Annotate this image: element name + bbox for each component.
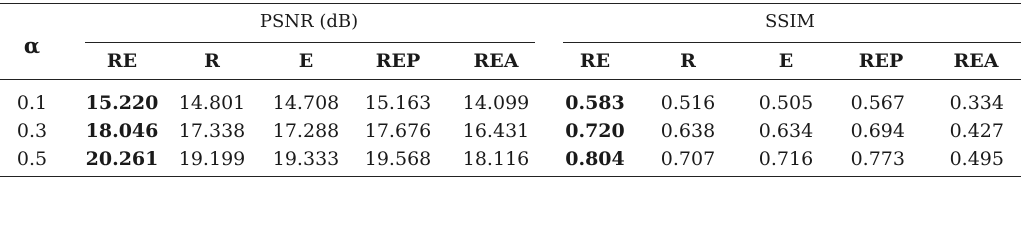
ssim-rea-value: 0.334	[949, 92, 1004, 114]
psnr-rep-value: 19.568	[364, 148, 432, 170]
ssim-rep-value: 0.694	[850, 120, 905, 142]
row-alpha: 0.5	[16, 148, 48, 170]
ssim-e-value: 0.505	[758, 92, 814, 114]
ssim-col-e: E	[778, 50, 794, 72]
ssim-r-value: 0.707	[660, 148, 716, 170]
psnr-rep-value: 17.676	[364, 120, 432, 142]
psnr-r-value: 14.801	[178, 92, 246, 114]
ssim-col-rep: REP	[858, 50, 904, 72]
bottom-rule	[0, 176, 1021, 177]
psnr-col-rep: REP	[375, 50, 421, 72]
psnr-rea-value: 18.116	[462, 148, 530, 170]
psnr-r-value: 19.199	[178, 148, 246, 170]
psnr-e-value: 19.333	[272, 148, 340, 170]
ssim-r-value: 0.516	[660, 92, 716, 114]
psnr-col-r: R	[204, 50, 220, 72]
ssim-re-value: 0.720	[565, 120, 625, 142]
psnr-re-value: 18.046	[85, 120, 159, 142]
psnr-re-value: 20.261	[85, 148, 159, 170]
psnr-col-re: RE	[106, 50, 138, 72]
alpha-header: α	[23, 33, 41, 58]
ssim-rea-value: 0.427	[949, 120, 1004, 142]
psnr-col-rea: REA	[473, 50, 519, 72]
ssim-group-rule	[563, 42, 1021, 43]
ssim-rep-value: 0.773	[850, 148, 905, 170]
psnr-e-value: 14.708	[272, 92, 340, 114]
ssim-rea-value: 0.495	[949, 148, 1004, 170]
psnr-rea-value: 16.431	[462, 120, 530, 142]
psnr-e-value: 17.288	[272, 120, 340, 142]
ssim-col-re: RE	[579, 50, 611, 72]
ssim-col-r: R	[680, 50, 696, 72]
ssim-group-header: SSIM	[765, 11, 815, 32]
ssim-re-value: 0.583	[565, 92, 625, 114]
psnr-re-value: 15.220	[85, 92, 159, 114]
ssim-e-value: 0.716	[758, 148, 814, 170]
psnr-rea-value: 14.099	[462, 92, 530, 114]
psnr-rep-value: 15.163	[364, 92, 432, 114]
psnr-group-rule	[85, 42, 535, 43]
row-alpha: 0.3	[16, 120, 48, 142]
ssim-r-value: 0.638	[660, 120, 716, 142]
ssim-e-value: 0.634	[758, 120, 814, 142]
psnr-col-e: E	[298, 50, 314, 72]
ssim-col-rea: REA	[953, 50, 999, 72]
psnr-r-value: 17.338	[178, 120, 246, 142]
ssim-rep-value: 0.567	[850, 92, 905, 114]
psnr-group-header: PSNR (dB)	[259, 11, 359, 32]
top-rule	[0, 3, 1021, 4]
ssim-re-value: 0.804	[565, 148, 625, 170]
row-alpha: 0.1	[16, 92, 48, 114]
header-bottom-rule	[0, 79, 1021, 80]
